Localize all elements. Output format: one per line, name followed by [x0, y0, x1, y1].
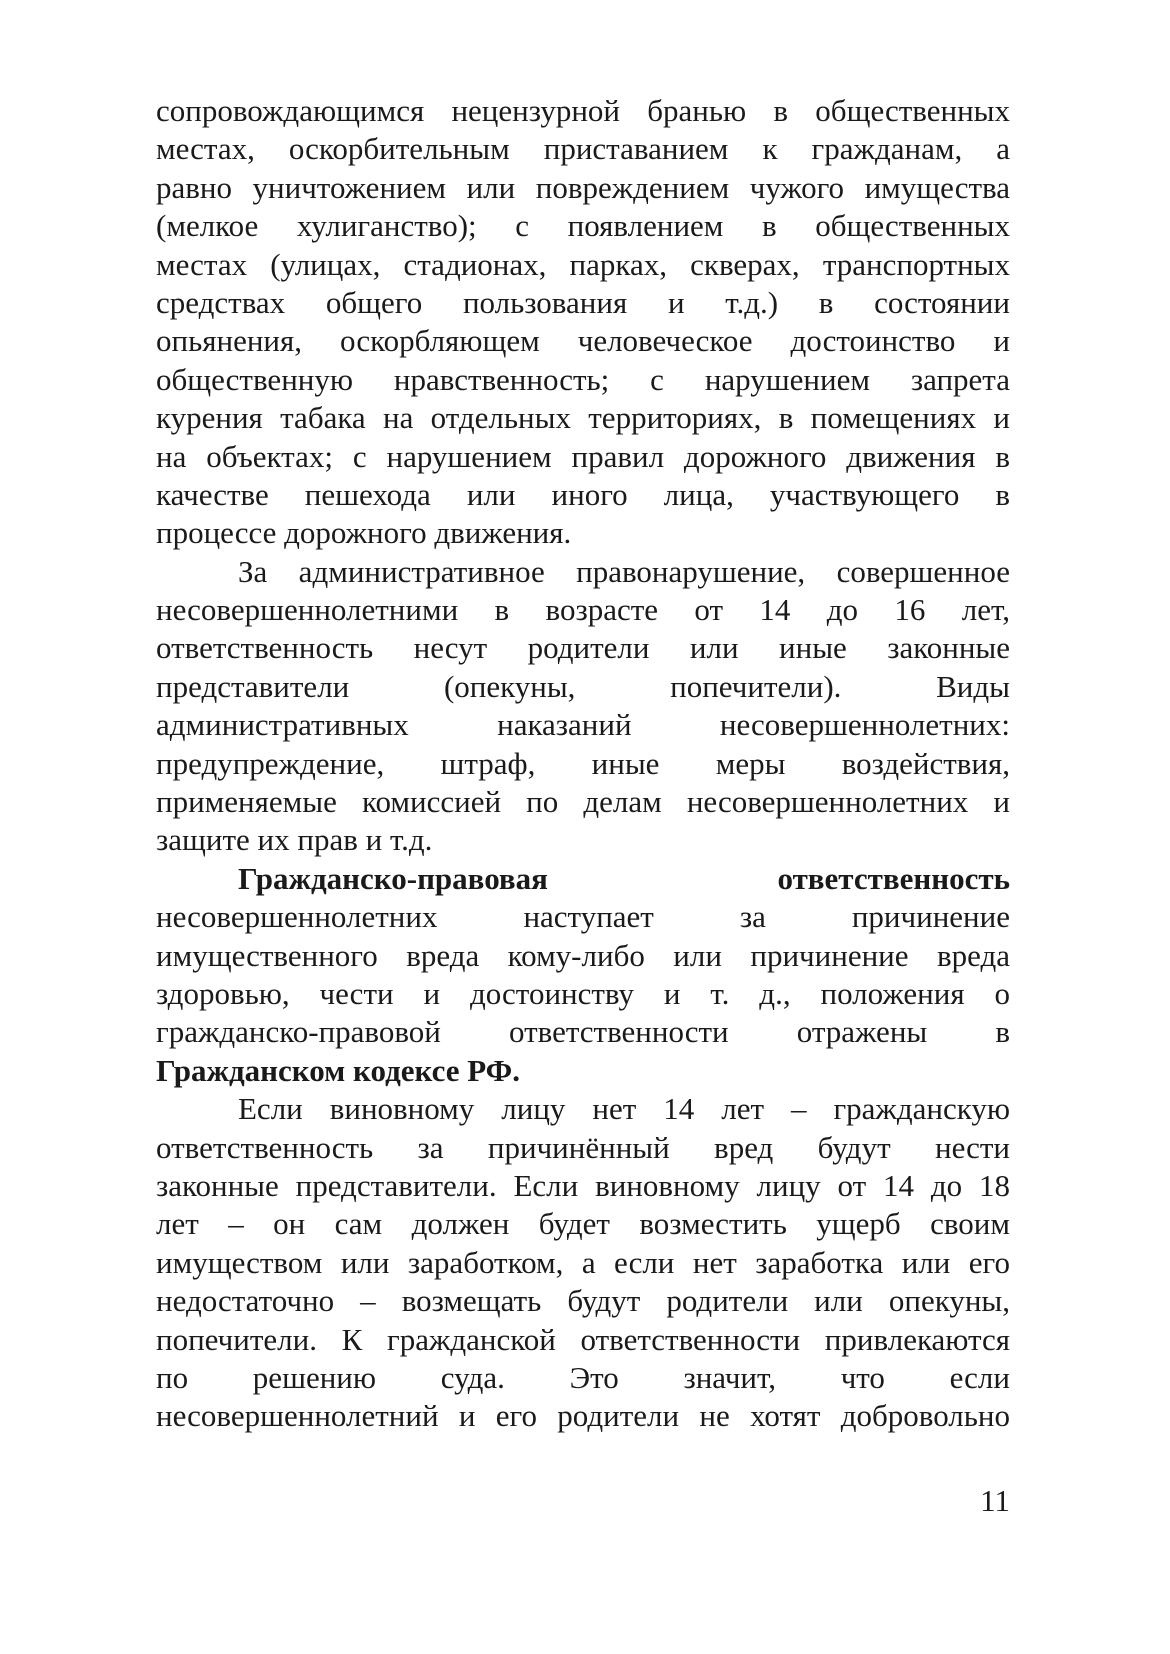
- paragraph-line: опьянения, оскорбляющем человеческое достоинство и: [156, 323, 1010, 359]
- paragraph-line: [156, 860, 1010, 898]
- paragraph-line: местах (улицах, стадионах, парках, скверах, транспортных: [156, 246, 1010, 282]
- paragraph-line: Если виновному лицу нет 14 лет – гражданскую: [238, 1091, 1010, 1127]
- bold-term: Гражданско-правовая: [238, 860, 548, 896]
- paragraph-line: средствах общего пользования и т.д.) в состоянии: [156, 284, 1010, 320]
- paragraph-line: применяемые комиссией по делам несовершеннолетних и: [156, 784, 1010, 820]
- paragraph-line: качестве пешехода или иного лица, участвующего в: [156, 476, 1010, 512]
- bold-term: ответственность: [777, 860, 1010, 896]
- paragraph-line: общественную нравственность; с нарушением запрета: [156, 361, 1010, 397]
- paragraph-line: несовершеннолетний и его родители не хотят добровольно: [156, 1398, 1010, 1434]
- paragraph-line: сопровождающимся нецензурной бранью в общественных: [156, 93, 1010, 128]
- bold-reference: Гражданском кодексе РФ.: [156, 1052, 521, 1088]
- paragraph-line: здоровью, чести и достоинству и т. д., положения о: [156, 975, 1010, 1011]
- paragraph-line: несовершеннолетними в возрасте от 14 до 16 лет,: [156, 592, 1010, 628]
- paragraph-line: на объектах; с нарушением правил дорожного движения в: [156, 438, 1010, 474]
- paragraph-line: (мелкое хулиганство); с появлением в общественных: [156, 208, 1010, 244]
- paragraph-line: ответственность за причинённый вред будут нести: [156, 1129, 1010, 1165]
- paragraph-line: попечители. К гражданской ответственности привлекаются: [156, 1321, 1010, 1357]
- paragraph-line: ответственность несут родители или иные законные: [156, 630, 1010, 666]
- paragraph-line: равно уничтожением или повреждением чужого имущества: [156, 169, 1010, 205]
- paragraph-line: местах, оскорбительным приставанием к гражданам, а: [156, 131, 1010, 167]
- paragraph-line: гражданско-правовой ответственности отражены в: [156, 1014, 1010, 1050]
- paragraph-line: административных наказаний несовершеннолетних:: [156, 707, 1010, 743]
- paragraph-line: защите их прав и т.д.: [156, 822, 433, 858]
- paragraph-line: курения табака на отдельных территориях, в помещениях и: [156, 400, 1010, 436]
- body-text: [156, 92, 1010, 1436]
- paragraph-line: представители (опекуны, попечители). Виды: [156, 668, 1010, 704]
- paragraph-line: несовершеннолетних наступает за причинение: [156, 899, 1010, 935]
- paragraph-line: имуществом или заработком, а если нет заработка или его: [156, 1244, 1010, 1280]
- paragraph-line: имущественного вреда кому-либо или причинение вреда: [156, 937, 1010, 973]
- paragraph-line: законные представители. Если виновному лицу от 14 до 18: [156, 1167, 1010, 1203]
- page-number: 11: [980, 1483, 1010, 1518]
- paragraph-line: лет – он сам должен будет возместить ущерб своим: [156, 1206, 1010, 1242]
- paragraph-line: недостаточно – возмещать будут родители или опекуны,: [156, 1283, 1010, 1319]
- paragraph-line: За административное правонарушение, совершенное: [238, 553, 1010, 589]
- paragraph-line: предупреждение, штраф, иные меры воздействия,: [156, 745, 1010, 781]
- paragraph-line: по решению суда. Это значит, что если: [156, 1359, 1010, 1395]
- paragraph-line: процессе дорожного движения.: [156, 515, 572, 551]
